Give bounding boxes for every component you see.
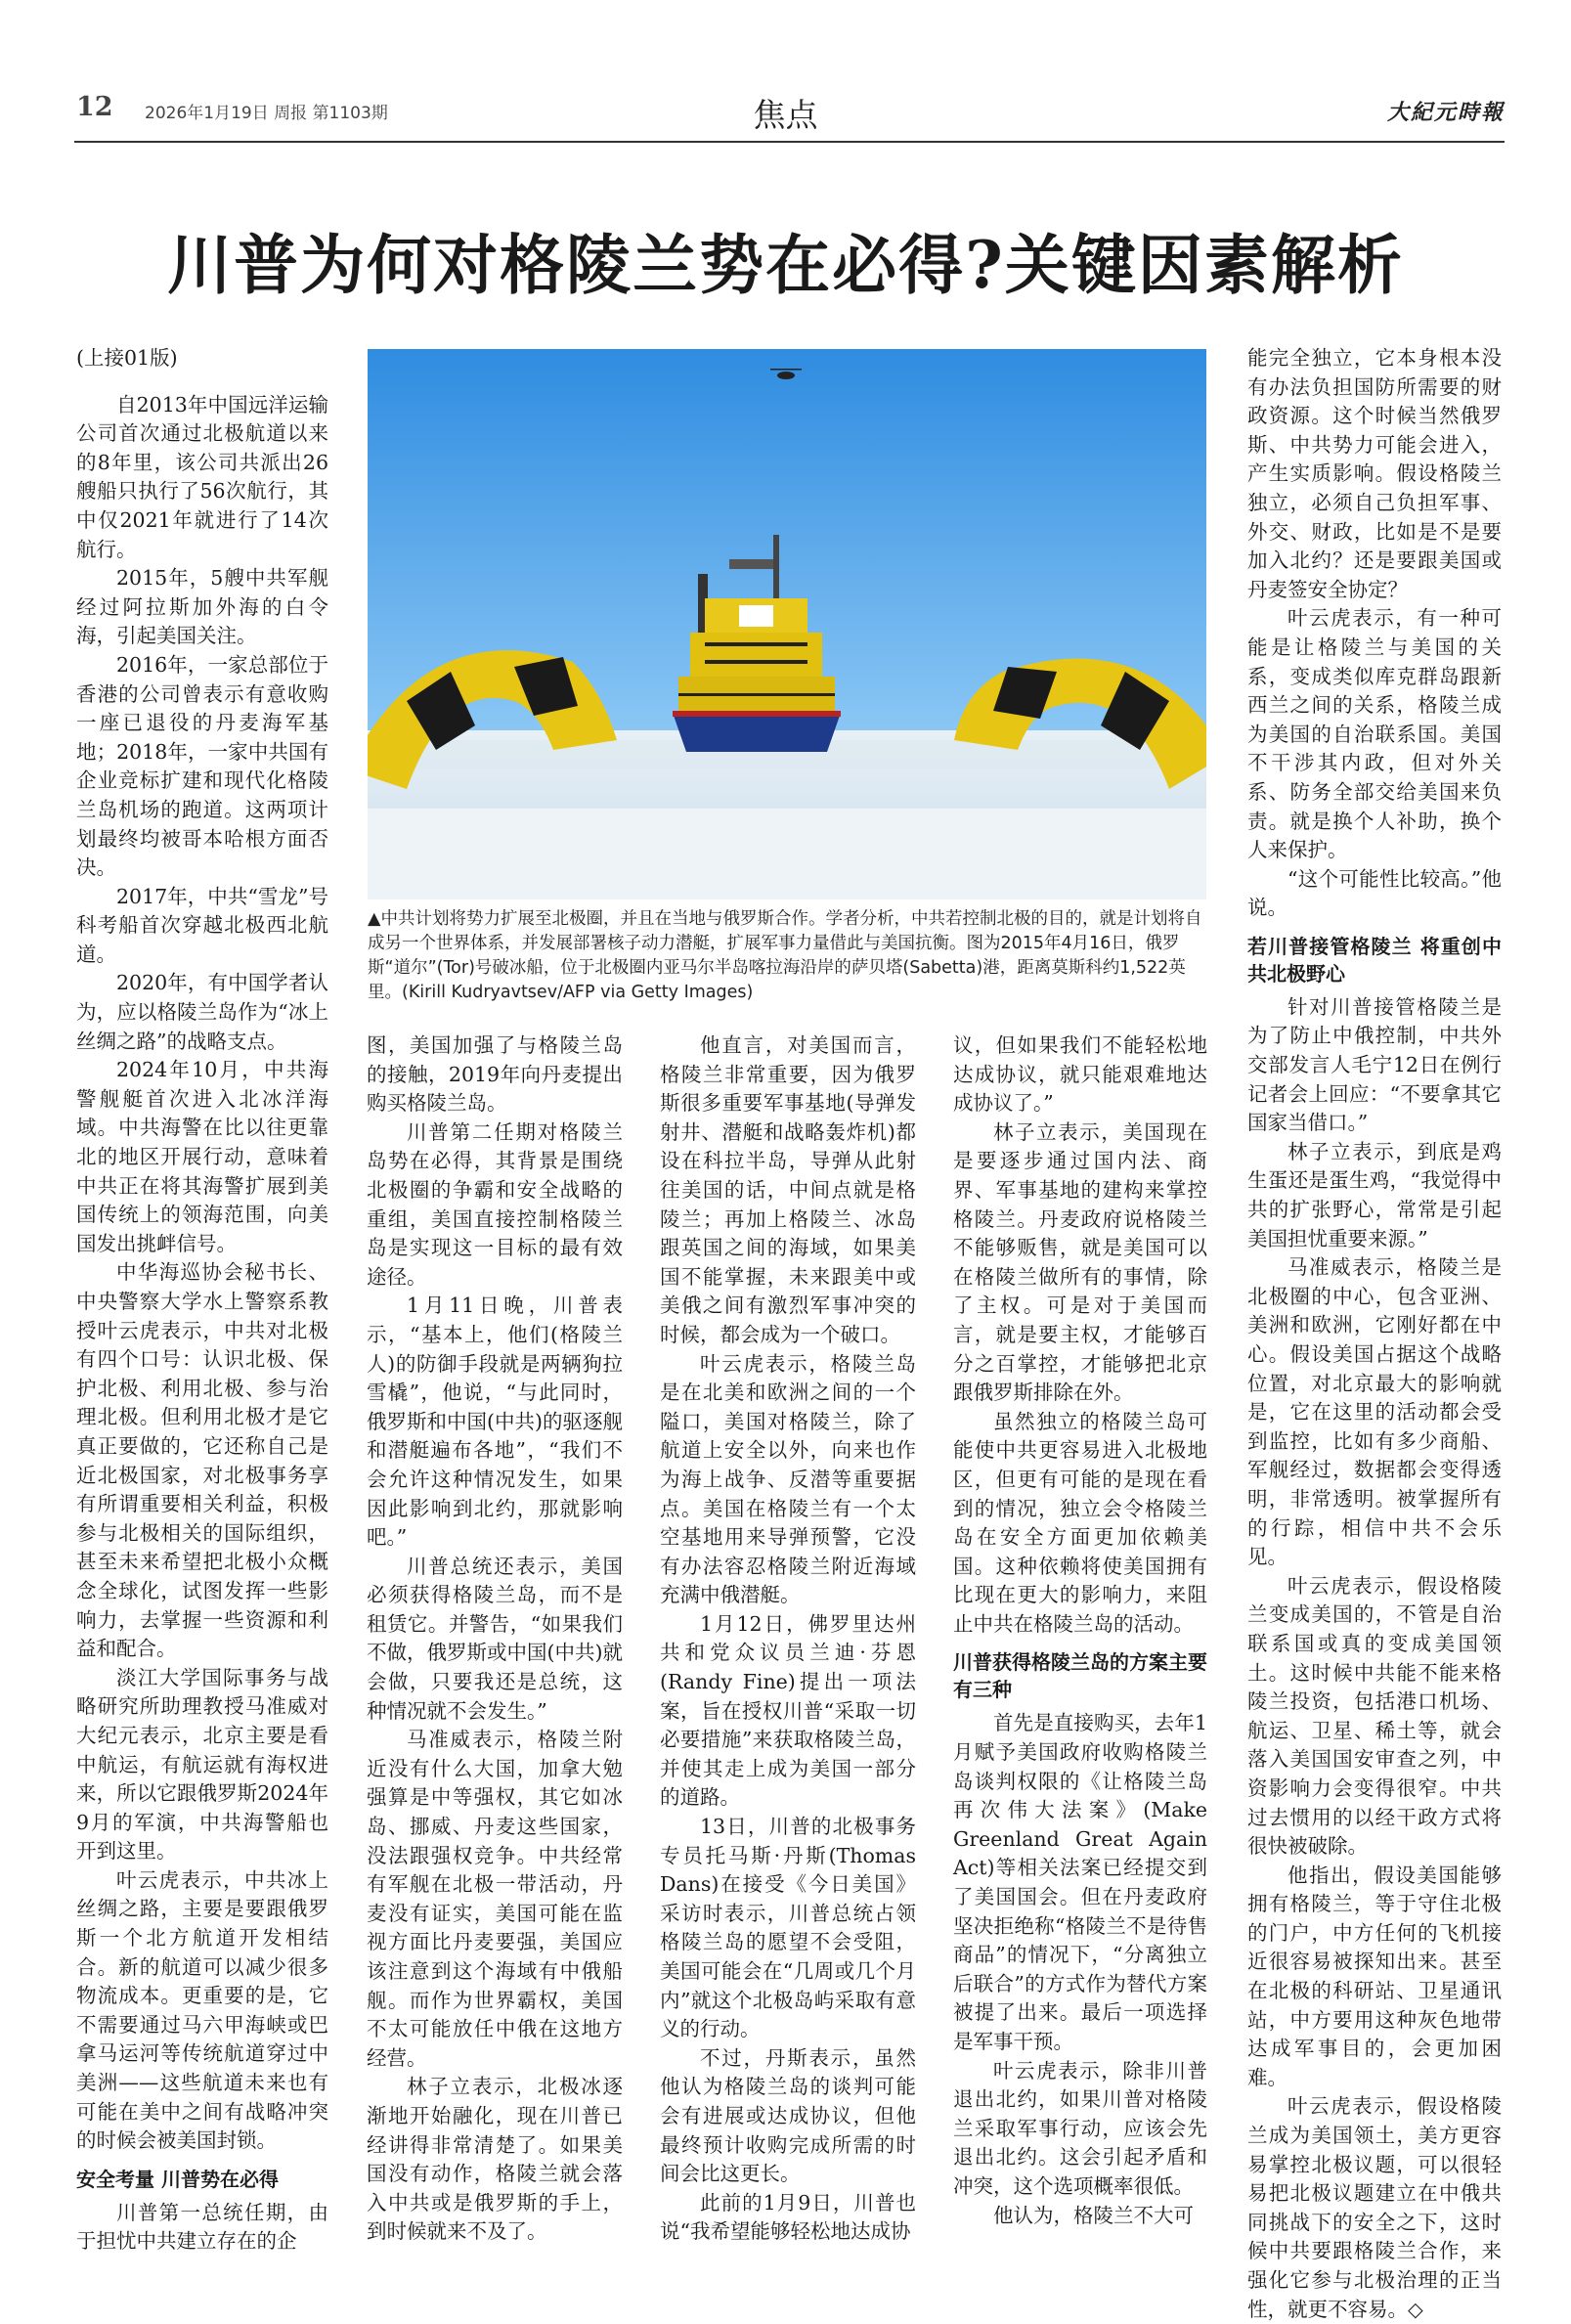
paragraph: 川普总统还表示，美国必须获得格陵兰岛，而不是租赁它。并警告，“如果我们不做，俄罗斯或中国(中共)就会做，只要我还是总统，这种情况就不会发生。” xyxy=(367,1554,623,1723)
paragraph: 此前的1月9日，川普也说“我希望能够轻松地达成协 xyxy=(660,2190,916,2244)
paragraph: 他认为，格陵兰不大可 xyxy=(993,2203,1194,2227)
paragraph: 马准威表示，格陵兰是北极圈的中心，包含亚洲、美洲和欧洲，它刚好都在中心。假设美国占据这个战略位置，对北京最大的影响就是，它在这里的活动都会受到监控，比如有多少商船、军舰经过，数据都会变得透明，非常透明。被掌握所有的行踪，相信中共不会乐见。 xyxy=(1247,1255,1502,1569)
paragraph: 13日，川普的北极事务专员托马斯·丹斯(Thomas Dans)在接受《今日美国》采访时表示，川普总统占领格陵兰岛的愿望不会受阻，美国可能会在“几周或几个月内”就这个北极岛屿采取有意义的行动。 xyxy=(660,1815,916,2041)
paragraph: 林子立表示，北极冰逐渐地开始融化，现在川普已经讲得非常清楚了。如果美国没有动作，格陵兰就会落入中共或是俄罗斯的手上，到时候就来不及了。 xyxy=(367,2075,623,2244)
section-title: 焦点 xyxy=(753,96,818,134)
paragraph: 淡江大学国际事务与战略研究所助理教授马准威对大纪元表示，北京主要是看中航运，有航运就有海权进来，所以它跟俄罗斯2024年9月的军演，中共海警船也开到这里。 xyxy=(76,1665,328,1864)
paragraph: 叶云虎表示，有一种可能是让格陵兰与美国的关系，变成类似库克群岛跟新西兰之间的关系，格陵兰成为美国的自治联系国。美国不干涉其内政，但对外关系、防务全部交给美国来负责。就是换个人补助，换个人来保护。 xyxy=(1247,606,1502,862)
paragraph: 2017年，中共“雪龙”号科考船首次穿越北极西北航道。 xyxy=(76,884,328,966)
paragraph: 叶云虎表示，假设格陵兰成为美国领土，美方更容易掌控北极议题，可以很轻易把北极议题建立在中俄共同挑战下的安全之下，这时候中共要跟格陵兰合作，来强化它参与北极治理的正当性，就更不容易。◇ xyxy=(1247,2094,1502,2321)
icebreaker-ship-illustration xyxy=(368,349,1206,899)
paragraph: 叶云虎表示，格陵兰岛是在北美和欧洲之间的一个隘口，美国对格陵兰，除了航道上安全以外，向来也作为海上战争、反潜等重要据点。美国在格陵兰有一个太空基地用来导弹预警，它没有办法容忍格陵兰附近海域充满中俄潜艇。 xyxy=(660,1351,916,1607)
headline: 川普为何对格陵兰势在必得?关键因素解析 xyxy=(167,227,1404,303)
paragraph: 不过，丹斯表示，虽然他认为格陵兰岛的谈判可能会有进展或达成协议，但他最终预计收购完成所需的时间会比这更长。 xyxy=(660,2045,916,2186)
paragraph: 自2013年中国远洋运输公司首次通过北极航道以来的8年里，该公司共派出26艘船只执行了56次航行，其中仅2021年就进行了14次航行。 xyxy=(76,392,328,561)
paragraph: 能完全独立，它本身根本没有办法负担国防所需要的财政资源。这个时候当然俄罗斯、中共势力可能会进入，产生实质影响。假设格陵兰独立，必须自己负担军事、外交、财政，比如是不是要加入北约？还是要跟美国或丹麦签安全协定？ xyxy=(1247,346,1502,601)
photo-caption: ▲中共计划将势力扩展至北极圈，并且在当地与俄罗斯合作。学者分析，中共若控制北极的目的，就是计划将自成另一个世界体系，并发展部署核子动力潜艇，扩展军事力量借此与美国抗衡。图为2015年4月16日，俄罗斯“道尔”(Tor)号破冰船，位于北极圈内亚马尔半岛喀拉海沿岸的萨贝塔(Sabetta)港，距离莫斯科约1,522英里。(Kirill Kudryavtsev/AFP via Getty Images) xyxy=(368,909,1202,1002)
paragraph: 针对川普接管格陵兰是为了防止中俄控制，中共外交部发言人毛宁12日在例行记者会上回应：“不要拿其它国家当借口。” xyxy=(1247,994,1502,1135)
paragraph: 议，但如果我们不能轻松地达成协议，就只能艰难地达成协议了。” xyxy=(953,1033,1207,1116)
icebreaker-photo xyxy=(368,349,1206,899)
paragraph: 川普第一总统任期，由于担忧中共建立存在的企 xyxy=(76,2200,328,2254)
paragraph: 他直言，对美国而言，格陵兰非常重要，因为俄罗斯很多重要军事基地(导弹发射井、潜艇和战略轰炸机)都设在科拉半岛，导弹从此射往美国的话，中间点就是格陵兰；再加上格陵兰、冰岛跟英国之间的海域，如果美国不能掌握，未来跟美中或美俄之间有激烈军事冲突的时候，都会成为一个破口。 xyxy=(660,1033,916,1346)
masthead-logo: 大紀元時報 xyxy=(1386,100,1505,125)
header-rule xyxy=(74,141,1505,143)
paragraph: “这个可能性比较高。”他说。 xyxy=(1247,866,1502,920)
paragraph: 林子立表示，美国现在是要逐步通过国内法、商界、军事基地的建构来掌控格陵兰。丹麦政府说格陵兰不能够贩售，就是美国可以在格陵兰做所有的事情，除了主权。可是对于美国而言，就是要主权，才能够百分之百掌控，才能够把北京跟俄罗斯排除在外。 xyxy=(953,1119,1207,1405)
paragraph: 1月12日，佛罗里达州共和党众议员兰迪·芬恩(Randy Fine)提出一项法案，旨在授权川普“采取一切必要措施”来获取格陵兰岛，并使其走上成为美国一部分的道路。 xyxy=(660,1611,916,1810)
paragraph: 林子立表示，到底是鸡生蛋还是蛋生鸡，“我觉得中共的扩张野心，常常是引起美国担忧重要来源。” xyxy=(1247,1139,1502,1250)
paragraph: 中华海巡协会秘书长、中央警察大学水上警察系教授叶云虎表示，中共对北极有四个口号：认识北极、保护北极、利用北极、参与治理北极。但利用北极才是它真正要做的，它还称自己是近北极国家，对北极事务享有所谓重要相关利益，积极参与北极相关的国际组织，甚至未来希望把北极小众概念全球化，试图发挥一些影响力，去掌握一些资源和利益和配合。 xyxy=(76,1260,328,1661)
paragraph: 马准威表示，格陵兰附近没有什么大国，加拿大勉强算是中等强权，其它如冰岛、挪威、丹麦这些国家，没法跟强权竞争。中共经常有军舰在北极一带活动，丹麦没有证实，美国可能在监视方面比丹麦要强，美国应该注意到这个海域有中俄船舰。而作为世界霸权，美国不太可能放任中俄在这地方经营。 xyxy=(367,1728,623,2070)
dateline: 2026年1月19日 周报 第1103期 xyxy=(145,104,388,123)
article-column-2 xyxy=(367,1031,623,2247)
article-column-1 xyxy=(76,344,328,2257)
paragraph: 图，美国加强了与格陵兰岛的接触，2019年向丹麦提出购买格陵兰岛。 xyxy=(367,1033,623,1116)
paragraph: 2020年，有中国学者认为，应以格陵兰岛作为“冰上丝绸之路”的战略支点。 xyxy=(76,971,328,1053)
subheading: 川普获得格陵兰岛的方案主要有三种 xyxy=(953,1650,1207,1702)
paragraph: 叶云虎表示，中共冰上丝绸之路，主要是要跟俄罗斯一个北方航道开发相结合。新的航道可以减少很多物流成本。更重要的是，它不需要通过马六甲海峡或巴拿马运河等传统航道穿过中美洲——这些航道未来也有可能在美中之间有战略冲突的时候会被美国封锁。 xyxy=(76,1867,328,2153)
page-number: 12 xyxy=(76,92,113,122)
paragraph: 2015年，5艘中共军舰经过阿拉斯加外海的白令海，引起美国关注。 xyxy=(76,566,328,648)
article-column-4 xyxy=(953,1031,1207,2230)
subheading: 若川普接管格陵兰 将重创中共北极野心 xyxy=(1247,934,1502,986)
paragraph: 他指出，假设美国能够拥有格陵兰，等于守住北极的门户，中方任何的飞机接近很容易被探知出来。甚至在北极的科研站、卫星通讯站，中方要用这种灰色地带达成军事目的，会更加困难。 xyxy=(1247,1863,1502,2089)
subheading: 安全考量 川普势在必得 xyxy=(76,2167,279,2191)
paragraph: 首先是直接购买，去年1月赋予美国政府收购格陵兰岛谈判权限的《让格陵兰岛再次伟大法案》(Make Greenland Great Again Act)等相关法案已经提交到了美国国会。但在丹麦政府坚决拒绝称“格陵兰不是待售商品”的情况下，“分离独立后联合”的方式作为替代方案被提了出来。最后一项选择是军事干预。 xyxy=(953,1711,1207,2053)
paragraph: 川普第二任期对格陵兰岛势在必得，其背景是围绕北极圈的争霸和安全战略的重组，美国直接控制格陵兰岛是实现这一目标的最有效途径。 xyxy=(367,1119,623,1289)
paragraph: 虽然独立的格陵兰岛可能使中共更容易进入北极地区，但更有可能的是现在看到的情况，独立会令格陵兰岛在安全方面更加依赖美国。这种依赖将使美国拥有比现在更大的影响力，来阻止中共在格陵兰岛的活动。 xyxy=(953,1409,1207,1636)
paragraph: 叶云虎表示，除非川普退出北约，如果川普对格陵兰采取军事行动，应该会先退出北约。这会引起矛盾和冲突，这个选项概率很低。 xyxy=(953,2058,1207,2198)
continuation-note: (上接01版) xyxy=(76,346,178,370)
paragraph: 2016年，一家总部位于香港的公司曾表示有意收购一座已退役的丹麦海军基地；2018年，一家中共国有企业竞标扩建和现代化格陵兰岛机场的跑道。这两项计划最终均被哥本哈根方面否决。 xyxy=(76,652,328,880)
article-column-5 xyxy=(1247,344,1502,2324)
paragraph: 叶云虎表示，假设格陵兰变成美国的，不管是自治联系国或真的变成美国领土。这时候中共能不能来格陵兰投资，包括港口机场、航运、卫星、稀土等，就会落入美国国安审查之列，中资影响力会变得很窄。中共过去惯用的以经干政方式将很快被破除。 xyxy=(1247,1573,1502,1859)
paragraph: 2024年10月，中共海警舰艇首次进入北冰洋海域。中共海警在比以往更靠北的地区开展行动，意味着中共正在将其海警扩展到美国传统上的领海范围，向美国发出挑衅信号。 xyxy=(76,1058,328,1255)
paragraph: 1月11日晚，川普表示，“基本上，他们(格陵兰人)的防御手段就是两辆狗拉雪橇”，他说，“与此同时，俄罗斯和中国(中共)的驱逐舰和潜艇遍布各地”，“我们不会允许这种情况发生，如果因此影响到北约，那就影响吧。” xyxy=(367,1294,623,1550)
article-column-3 xyxy=(660,1031,916,2247)
